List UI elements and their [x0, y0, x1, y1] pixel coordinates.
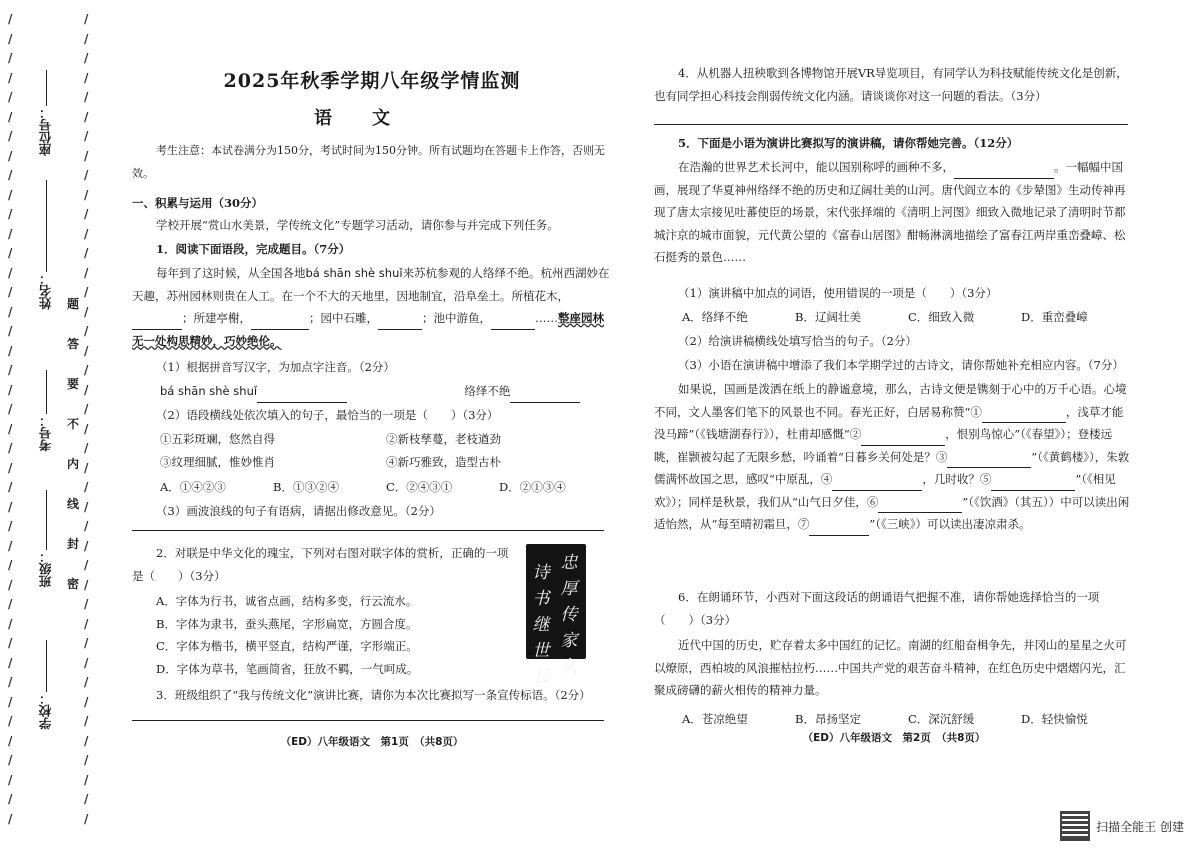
- fill-option: ③纹理细腻，惟妙惟肖: [160, 454, 275, 469]
- seal-char: 线: [66, 497, 79, 511]
- seal-char: 不: [66, 417, 79, 431]
- couplet-right-column: 忠厚传家久: [560, 553, 578, 677]
- choice-d[interactable]: D．②①③④: [499, 480, 566, 494]
- question-1-choices: [132, 476, 612, 499]
- seal-char: 密: [66, 577, 79, 591]
- choice-c[interactable]: C．字体为楷书，横平竖直，结构严谨，字形端正。: [156, 639, 418, 653]
- poem-blank-2[interactable]: [861, 431, 945, 446]
- choice-a[interactable]: A．①④②③: [160, 480, 226, 494]
- seat-number-field[interactable]: [38, 70, 54, 156]
- question-1-pinyin-row: bá shān shè shuǐ 络绎不绝: [132, 380, 640, 403]
- choice-a[interactable]: A．字体为行书，诚省点画，结构多变，行云流水。: [156, 594, 418, 608]
- question-6-passage: 近代中国的历史，贮存着太多中国红的记忆。南湖的红船奋楫争先，井冈山的星星之火可以燎原，西柏坡的风浪摧枯拉朽……中国共产党的艰苦奋斗精神，在红色历史中熠熠闪光，汇聚成磅礴的薪火相传的精神力量。: [654, 638, 1127, 697]
- speech-passage: 在浩瀚的世界艺术长河中，能以国别称呼的画种不多， 。一幅幅中国画，展现了华夏神州络绎不绝的历史和辽阔壮美的山河。唐代阎立本的《步辇图》生动传神再现了唐太宗接见吐蕃使臣的场景，宋代张择端的《清明上河图》细致入微地记录了清明时节都城汴京的城市面貌，元代黄公望的《富春山居图》酣畅淋漓地描绘了富春江两岸重峦叠嶂、松石挺秀的景色……: [654, 160, 1126, 264]
- question-5-sub-1: （1）演讲稿中加点的词语，使用错误的一项是（ ）（3分）: [678, 286, 998, 300]
- blank[interactable]: [251, 315, 309, 330]
- blank[interactable]: [954, 164, 1054, 179]
- poem-blank-3[interactable]: [947, 453, 1031, 468]
- exam-page-2: [654, 0, 1134, 849]
- seal-char: 要: [66, 377, 79, 391]
- name-label: 姓名：: [38, 272, 53, 310]
- choice-a[interactable]: A．络绎不绝: [682, 310, 748, 324]
- choice-c[interactable]: C．②④③①: [386, 480, 453, 494]
- qr-code-icon: [1060, 811, 1090, 841]
- seal-char: 内: [66, 457, 79, 471]
- exam-number-field[interactable]: [38, 370, 54, 452]
- question-1-title: 1．阅读下面语段，完成题目。（7分）: [156, 242, 351, 256]
- answer-blank[interactable]: [510, 388, 580, 403]
- choice-b[interactable]: B．辽阔壮美: [795, 310, 861, 324]
- exam-title: 2025年秋季学期八年级学情监测: [223, 70, 521, 92]
- poem-blank-5[interactable]: [991, 476, 1075, 491]
- scanner-watermark: [1060, 811, 1184, 841]
- seal-char: 答: [66, 337, 79, 351]
- exam-page-1: [132, 0, 612, 849]
- poetry-passage: 如果说，国画是泼洒在纸上的静谧意境，那么，古诗文便是镌刻于心中的万千心语。心境不同，文人墨客们笔下的风景也不同。春光正好，白居易称赞“① ，浅草才能没马蹄”（《钱塘湖春行》），杜甫却感慨“② ，恨别鸟惊心”（《春望》）；登楼远眺，崔颢被勾起了无限乡愁，吟诵着“日暮乡关何处是？③ ”（《黄鹤楼》），朱敦儒满怀故国之思，感叹“中原乱，④ ，几时收？⑤ ”（《相见欢》）；同样是秋景，我们从“山气日夕佳，⑥ ”（《饮酒》（其五））中可以读出闲适怡然，从“每至晴初霜旦，⑦ ”（《三峡》）可以读出凄凉肃杀。: [654, 378, 1134, 536]
- slash-border-left: / / / / / / / / / / / / / / / / / / / / / / / / / / / / / / / / / / / / / / / / / /: [8, 12, 13, 826]
- question-3: 3．班级组织了“我与传统文化”演讲比赛，请你为本次比赛拟写一条宣传标语。（2分）: [156, 688, 591, 702]
- class-label: 班级：: [38, 550, 53, 588]
- seal-char: 封: [66, 537, 79, 551]
- choice-b[interactable]: B．字体为隶书，蚕头燕尾，字形扁宽，方圆合度。: [156, 616, 418, 631]
- watermark-text: 扫描全能王 创建: [1096, 819, 1184, 834]
- question-5-sub-3: （3）小语在演讲稿中增添了我们本学期学过的古诗文，请你帮她补充相应内容。（7分）: [678, 358, 1124, 372]
- exam-notice: 考生注意：本试卷满分为150分，考试时间为150分钟。所有试题均在答题卡上作答，否则无效。: [132, 144, 605, 180]
- choice-a[interactable]: A．苍凉绝望: [682, 712, 748, 726]
- seal-line-notice: [66, 295, 80, 615]
- poem-blank-6[interactable]: [878, 498, 962, 513]
- question-1-sub-3: （3）画波浪线的句子有语病，请据出修改意见。（2分）: [156, 504, 441, 518]
- question-2-title: 2．对联是中华文化的瑰宝，下列对右图对联字体的赏析，正确的一项是（ ）（3分）: [132, 546, 509, 583]
- blank[interactable]: [491, 315, 535, 330]
- answer-line[interactable]: [132, 720, 604, 721]
- seat-number-label: 座位号：: [38, 106, 53, 156]
- name-field[interactable]: [38, 180, 54, 310]
- question-1-sub-1: （1）根据拼音写汉字，为加点字注音。（2分）: [156, 360, 395, 374]
- poem-blank-1[interactable]: [982, 408, 1066, 423]
- seal-char: 题: [66, 297, 79, 311]
- question-2-choices: [132, 590, 516, 680]
- couplet-calligraphy-image: [526, 544, 586, 687]
- binding-margin: [0, 0, 115, 849]
- school-label: 学校：: [38, 692, 53, 730]
- question-5-sub-2: （2）给演讲稿横线处填写恰当的句子。（2分）: [678, 334, 917, 348]
- wavy-underlined-sentence: 整座园林无一处构思精妙，巧妙绝伦。: [132, 311, 604, 348]
- question-4: 4．从机器人扭秧歌到各博物馆开展VR导览项目，有同学认为科技赋能传统文化是创新，也有同学担心科技会削弱传统文化内涵。请谈谈你对这一问题的看法。（3分）: [654, 66, 1128, 103]
- question-1-sub-2: （2）语段横线处依次填入的句子，最恰当的一项是（ ）（3分）: [156, 408, 499, 422]
- poem-blank-7[interactable]: [809, 521, 869, 536]
- exam-number-label: 考号：: [38, 414, 53, 452]
- question-5-title: 5．下面是小语为演讲比赛拟写的演讲稿，请你帮她完善。（12分）: [678, 136, 1019, 150]
- page-footer: （ED）八年级语文 第1页 （共8页）: [280, 736, 464, 748]
- activity-intro: 学校开展“赏山水美景，学传统文化”专题学习活动，请你参与并完成下列任务。: [156, 218, 559, 232]
- choice-d[interactable]: D．重峦叠嶂: [1021, 310, 1088, 324]
- question-1-passage: 每年到了这时候，从全国各地bá shān shè shuǐ来苏杭参观的人络绎不绝。杭州西湖妙在天趣，苏州园林则贵在人工。在一个不大的天地里，因地制宜，沿阜垒土。所植花木，；所建亭榭， ；园中石雕， ；池中游鱼， ……整座园林无一处构思精妙，巧妙绝伦。: [132, 266, 610, 348]
- question-5-choices: [654, 306, 1134, 329]
- choice-c[interactable]: C．细致入微: [908, 310, 975, 324]
- fill-option: ①五彩斑斓，悠然自得: [160, 432, 275, 446]
- fill-option: ④新巧雅致，造型古朴: [386, 454, 501, 469]
- blank[interactable]: [378, 315, 422, 330]
- question-6-title: 6．在朗诵环节，小西对下面这段话的朗诵语气把握不准，请你帮她选择恰当的一项（ ）（3分）: [654, 590, 1100, 627]
- section-heading: 一、积累与运用（30分）: [132, 196, 264, 210]
- fill-options: [132, 428, 612, 473]
- class-field[interactable]: [38, 490, 54, 588]
- page-footer: （ED）八年级语文 第2页 （共8页）: [802, 732, 986, 744]
- exam-subject: 语文: [314, 108, 430, 129]
- couplet-left-column: 诗书继世长: [532, 563, 550, 687]
- choice-d[interactable]: D．字体为草书，笔画简省，狂放不羁，一气呵成。: [156, 661, 419, 676]
- choice-d[interactable]: D．轻快愉悦: [1021, 712, 1088, 726]
- school-field[interactable]: [38, 640, 54, 730]
- choice-b[interactable]: B．昂扬坚定: [795, 712, 861, 726]
- answer-line: [132, 530, 604, 531]
- slash-border-right: / / / / / / / / / / / / / / / / / / / / / / / / / / / / / / / / / / / / / / / / / /: [84, 12, 89, 826]
- choice-c[interactable]: C．深沉舒缓: [908, 712, 975, 726]
- answer-line[interactable]: [654, 124, 1128, 125]
- question-6-choices: [654, 708, 1134, 731]
- answer-blank[interactable]: [257, 388, 347, 403]
- poem-blank-4[interactable]: [832, 476, 922, 491]
- blank[interactable]: [132, 315, 182, 330]
- fill-option: ②新枝孳蔓，老枝遒劲: [386, 432, 501, 446]
- choice-b[interactable]: B．①③②④: [273, 480, 339, 494]
